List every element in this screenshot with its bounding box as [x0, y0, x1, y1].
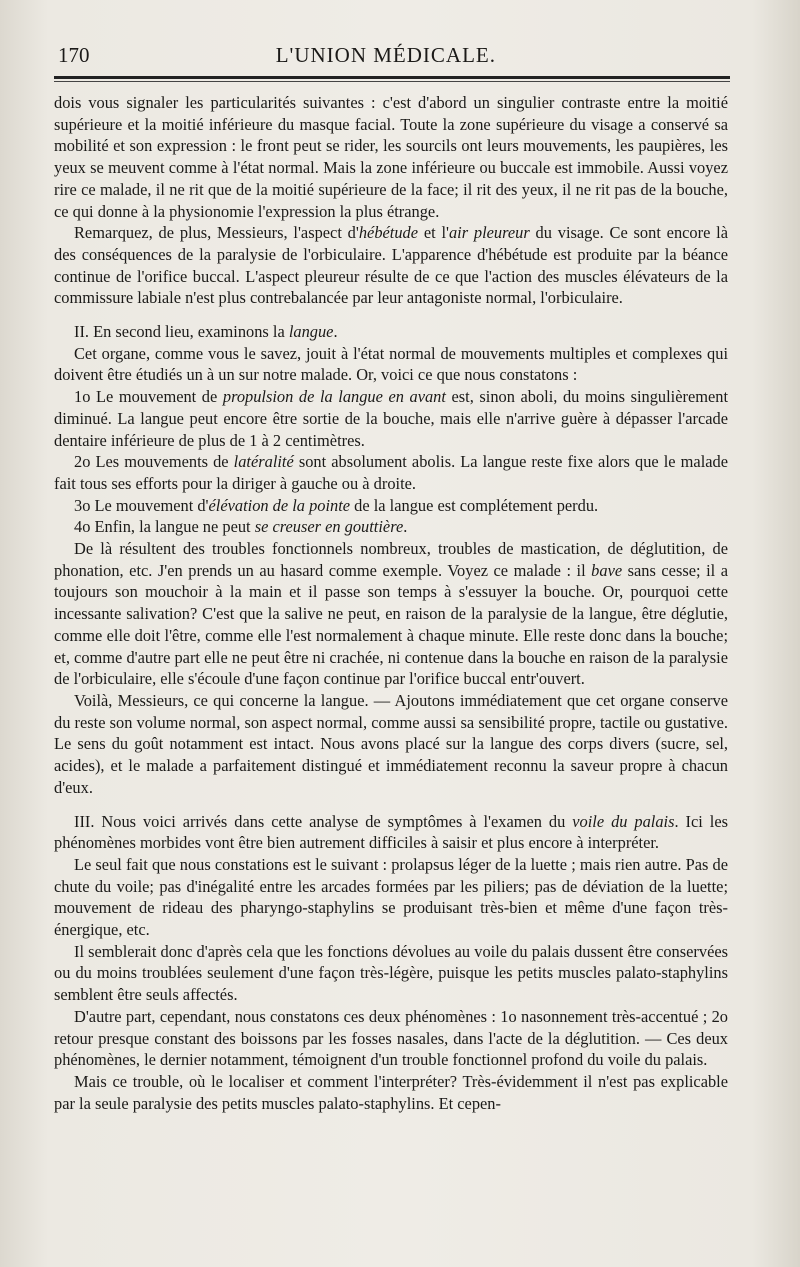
paragraph-voila: Voilà, Messieurs, ce qui concerne la langue. — Ajoutons immédiatement que cet organe conserve du reste son volume normal, son aspect normal, comme aussi sa sensibilité propre, tactile ou gustative. Le sens du goût notamment est intact. Nous avons placé sur la langue des corps divers (sucre, sel, acides), et le malade a parfaitement distingué et immédiatement reconnu la saveur propre à chacun d'eux.: [54, 690, 728, 797]
paragraph-point-2: 2o Les mouvements de latéralité sont absolument abolis. La langue reste fixe alors que le malade fait tous ses efforts pour la diriger à gauche ou à droite.: [54, 452, 728, 493]
paragraph-point-1: 1o Le mouvement de propulsion de la langue en avant est, sinon aboli, du moins singulièrement diminué. La langue peut encore être sortie de la bouche, mais elle n'arrive guère à dépasser l'arcade dentaire inférieure de plus de 1 à 2 centimètres.: [54, 387, 729, 450]
journal-title: L'UNION MÉDICALE.: [275, 43, 496, 67]
paragraph-semblerait: Il semblerait donc d'après cela que les fonctions dévolues au voile du palais dussent être conservées ou du moins troublées seulement d'une façon très-légère, puisque les petits muscles palato-staphylins semblent être seuls affectés.: [54, 941, 728, 1005]
section-heading-langue: II. En second lieu, examinons la langue.: [74, 322, 338, 342]
paragraph-mais-ce-trouble: Mais ce trouble, où le localiser et comment l'interpréter? Très-évidemment il n'est pas explicable par la seule paralysie des petits muscles palato-staphylins. Et cepen-: [54, 1071, 728, 1113]
paragraph-autre-part: D'autre part, cependant, nous constatons ces deux phénomènes : 1o nasonnement très-accentué ; 2o retour presque constant des boissons par les fosses nasales, dans l'acte de la déglutition. — Ces deux phénomènes, le dernier notamment, témoignent d'un trouble fonctionnel profond du voile du palais.: [54, 1006, 728, 1070]
paragraph-hebetude: Remarquez, de plus, Messieurs, l'aspect d'hébétude et l'air pleureur du visage. Ce sont encore là des conséquences de la paralysie de l'orbiculaire. L'apparence d'hébétude est produite par la béance continue de l'orifice buccal. L'aspect pleureur résulte de ce que l'action des muscles élévateurs de la commissure labiale n'est plus contrebalancée par leur antagoniste normal, l'orbiculaire.: [54, 223, 728, 308]
paragraph-prolapsus: Le seul fait que nous constations est le suivant : prolapsus léger de la luette ; mais rien autre. Pas de chute du voile; pas d'inégalité entre les arcades formées par les piliers; pas de déviation de la luette; mouvement de rideau des pharyngo-staphylins se produisant très-bien et même d'une façon très-énergique, etc.: [54, 854, 728, 940]
page-number: 170: [58, 43, 90, 67]
header-rule: [54, 76, 730, 82]
paragraph-point-4: 4o Enfin, la langue ne peut se creuser en gouttière.: [74, 517, 408, 537]
body-text: [54, 92, 728, 1114]
paragraph-facial-contrast: dois vous signaler les particularités suivantes : c'est d'abord un singulier contraste entre la moitié supérieure et la moitié inférieure du masque facial. Toute la zone supérieure du visage a conservé sa mobilité et son expression : le front peut se rider, les sourcils ont leurs mouvements, les paupières, les yeux se meuvent comme à l'état normal. Mais la zone inférieure ou buccale est immobile. Aussi voyez rire ce malade, il ne rit que de la moitié supérieure de la face; il rit des yeux, il ne rit pas de la bouche, ce qui donne à la physionomie l'expression la plus étrange.: [54, 93, 728, 221]
paragraph-point-3: 3o Le mouvement d'élévation de la pointe de la langue est complétement perdu.: [74, 495, 599, 515]
paragraph-organ-intro: Cet organe, comme vous le savez, jouit à l'état normal de mouvements multiples et complexes qui doivent être étudiés un à un sur notre malade. Or, voici ce que nous constatons :: [54, 343, 728, 385]
section-heading-voile: III. Nous voici arrivés dans cette analyse de symptômes à l'examen du voile du palais. Ici les phénomènes morbides vont être bien autrement difficiles à saisir et plus encore à interpréter.: [54, 811, 728, 853]
running-header: [54, 42, 728, 68]
paragraph-troubles: De là résultent des troubles fonctionnels nombreux, troubles de mastication, de déglutition, de phonation, etc. J'en prends un au hasard comme exemple. Voyez ce malade : il bave sans cesse; il a toujours son mouchoir à la main et il passe son temps à s'essuyer la bouche. Or, pourquoi cette incessante salivation? C'est que la salive ne peut, en raison de la paralysie de la langue, être déglutie, comme elle doit l'être, comme elle l'est normalement à chaque minute. Elle reste donc dans la bouche; et, comme d'autre part elle ne peut être ni crachée, ni contenue dans la bouche en raison de la paralysie de l'orbiculaire, elle s'écoule d'une façon continue par l'orifice buccal entr'ouvert.: [54, 539, 728, 689]
